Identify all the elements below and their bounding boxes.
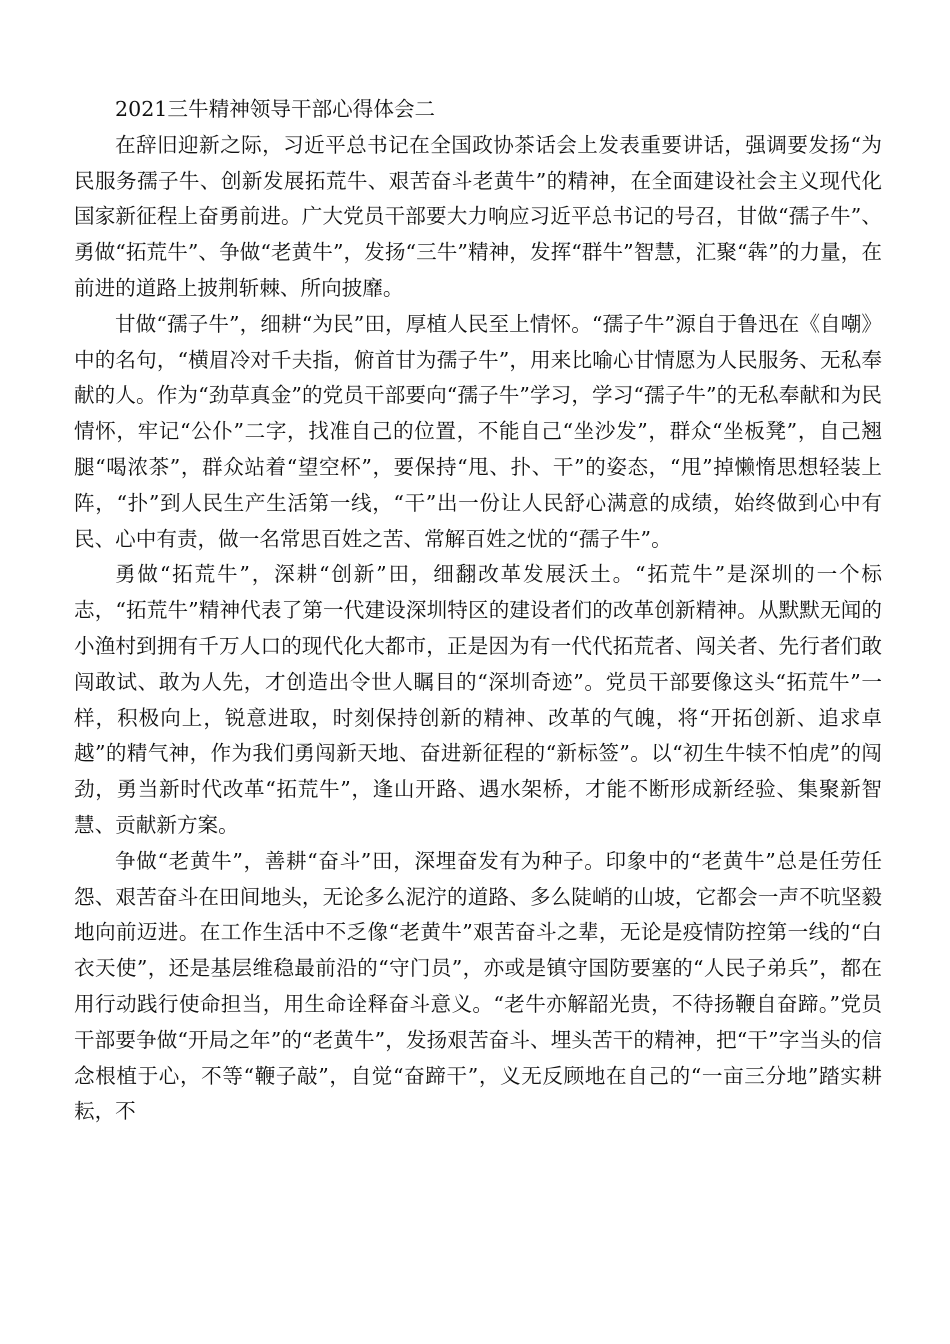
paragraph-laohuang-niu: 争做“老黄牛”，善耕“奋斗”田，深埋奋发有为种子。印象中的“老黄牛”总是任劳任怨、艰苦奋斗在田间地头，无论多么泥泞的道路、多么陡峭的山坡，它都会一声不吭坚毅地向前迈进。在工作生活中不乏像“老黄牛”艰苦奋斗之辈，无论是疫情防控第一线的“白衣天使”，还是基层维稳最前沿的“守门员”，亦或是镇守国防要塞的“人民子弟兵”，都在用行动践行使命担当，用生命诠释奋斗意义。“老牛亦解韶光贵，不待扬鞭自奋蹄。”党员干部要争做“开局之年”的“老黄牛”，发扬艰苦奋斗、埋头苦干的精神，把“干”字当头的信念根植于心，不等“鞭子敲”，自觉“奋蹄干”，义无反顾地在自己的“一亩三分地”踏实耕耘，不: [74, 848, 882, 1124]
paragraph-intro: 在辞旧迎新之际，习近平总书记在全国政协茶话会上发表重要讲话，强调要发扬“为民服务孺子牛、创新发展拓荒牛、艰苦奋斗老黄牛”的精神，在全面建设社会主义现代化国家新征程上奋勇前进。广大党员干部要大力响应习近平总书记的号召，甘做“孺子牛”、勇做“拓荒牛”、争做“老黄牛”，发扬“三牛”精神，发挥“群牛”智慧，汇聚“犇”的力量，在前进的道路上披荆斩棘、所向披靡。: [74, 132, 882, 300]
document-body: [74, 92, 882, 1130]
paragraph-ruzi-niu: 甘做“孺子牛”，细耕“为民”田，厚植人民至上情怀。“孺子牛”源自于鲁迅在《自嘲》中的名句，“横眉冷对千夫指，俯首甘为孺子牛”，用来比喻心甘情愿为人民服务、无私奉献的人。作为“劲草真金”的党员干部要向“孺子牛”学习，学习“孺子牛”的无私奉献和为民情怀，牢记“公仆”二字，找准自己的位置，不能自己“坐沙发”，群众“坐板凳”，自己翘腿“喝浓茶”，群众站着“望空杯”，要保持“甩、扑、干”的姿态，“甩”掉懒惰思想轻装上阵，“扑”到人民生产生活第一线，“干”出一份让人民舒心满意的成绩，始终做到心中有民、心中有责，做一名常思百姓之苦、常解百姓之忧的“孺子牛”。: [74, 311, 882, 551]
paragraph-tuohuang-niu: 勇做“拓荒牛”，深耕“创新”田，细翻改革发展沃土。“拓荒牛”是深圳的一个标志，“拓荒牛”精神代表了第一代建设深圳特区的建设者们的改革创新精神。从默默无闻的小渔村到拥有千万人口的现代化大都市，正是因为有一代代拓荒者、闯关者、先行者们敢闯敢试、敢为人先，才创造出令世人瞩目的“深圳奇迹”。党员干部要像这头“拓荒牛”一样，积极向上，锐意进取，时刻保持创新的精神、改革的气魄，将“开拓创新、追求卓越”的精气神，作为我们勇闯新天地、奋进新征程的“新标签”。以“初生牛犊不怕虎”的闯劲，勇当新时代改革“拓荒牛”，逢山开路、遇水架桥，才能不断形成新经验、集聚新智慧、贡献新方案。: [74, 562, 882, 837]
document-title: 2021三牛精神领导干部心得体会二: [115, 97, 436, 121]
